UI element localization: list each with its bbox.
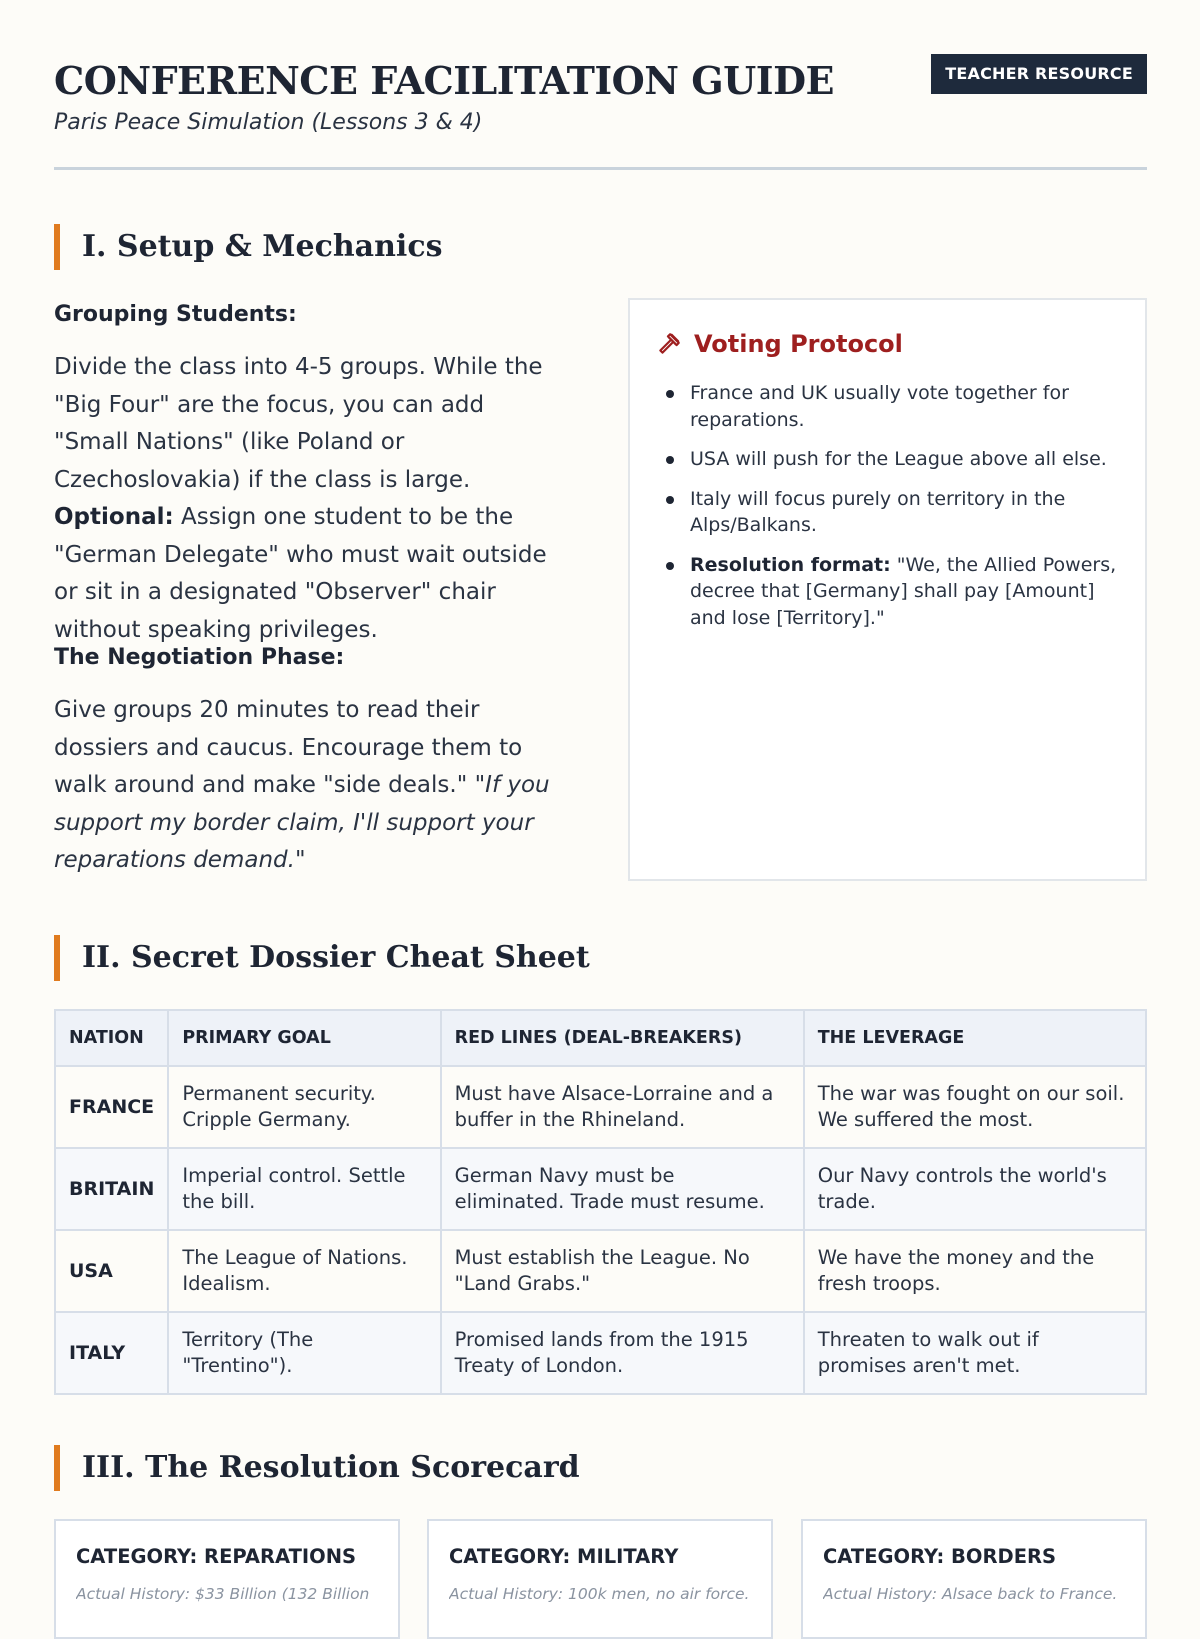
- column-header: PRIMARY GOAL: [168, 1010, 440, 1066]
- page-title: CONFERENCE FACILITATION GUIDE: [54, 58, 834, 103]
- voting-item: [656, 552, 1126, 632]
- column-header: NATION: [55, 1010, 168, 1066]
- voting-item: [656, 446, 1126, 473]
- voting-item: [656, 380, 1126, 433]
- nation-cell: ITALY: [55, 1312, 168, 1394]
- table-row: [55, 1148, 1146, 1230]
- section-heading-dossier: II. Secret Dossier Cheat Sheet: [54, 935, 590, 981]
- page-subtitle: Paris Peace Simulation (Lessons 3 & 4): [54, 110, 483, 135]
- grouping-students-label: Grouping Students:: [54, 302, 297, 327]
- card-history-note: Actual History: 100k men, no air force.: [449, 1585, 750, 1603]
- dossier-table: [54, 1009, 1147, 1395]
- goal-cell: Territory (The "Trentino").: [168, 1312, 440, 1394]
- table-row: [55, 1066, 1146, 1148]
- card-title: CATEGORY: MILITARY: [449, 1545, 679, 1568]
- card-history-note: Actual History: $33 Billion (132 Billion: [76, 1585, 370, 1603]
- resolution-format-label: Resolution format:: [690, 553, 891, 576]
- voting-item-text: USA will push for the League above all else.: [690, 448, 1107, 470]
- leverage-cell: Threaten to walk out if promises aren't met.: [804, 1312, 1146, 1394]
- column-header: RED LINES (DEAL-BREAKERS): [441, 1010, 804, 1066]
- grouping-text-before: Divide the class into 4-5 groups. While the "Big Four" are the focus, you can add "Small Nations" (like Poland or Czechoslovakia) if the class is large.: [54, 354, 543, 493]
- section-heading-scorecard: III. The Resolution Scorecard: [54, 1445, 580, 1491]
- scorecard-card-borders: [801, 1519, 1147, 1639]
- voting-protocol-box: [628, 298, 1147, 881]
- leverage-cell: The war was fought on our soil. We suffered the most.: [804, 1066, 1146, 1148]
- red-lines-cell: German Navy must be eliminated. Trade must resume.: [441, 1148, 804, 1230]
- goal-cell: Permanent security. Cripple Germany.: [168, 1066, 440, 1148]
- goal-cell: Imperial control. Settle the bill.: [168, 1148, 440, 1230]
- red-lines-cell: Must have Alsace-Lorraine and a buffer in the Rhineland.: [441, 1066, 804, 1148]
- negotiation-text: Give groups 20 minutes to read their dossiers and caucus. Encourage them to walk around and make "side deals.": [54, 697, 523, 798]
- nation-cell: FRANCE: [55, 1066, 168, 1148]
- red-lines-cell: Promised lands from the 1915 Treaty of London.: [441, 1312, 804, 1394]
- scorecard-card-reparations: [54, 1519, 400, 1639]
- scorecard-card-military: [427, 1519, 773, 1639]
- leverage-cell: We have the money and the fresh troops.: [804, 1230, 1146, 1312]
- page: [54, 0, 1147, 1603]
- voting-item-text: France and UK usually vote together for reparations.: [690, 382, 1069, 431]
- goal-cell: The League of Nations. Idealism.: [168, 1230, 440, 1312]
- voting-item-text: "We, the Allied Powers, decree that [Germany] shall pay [Amount] and lose [Territory].": [690, 553, 1117, 629]
- gavel-icon: [656, 331, 682, 357]
- table-row: [55, 1312, 1146, 1394]
- voting-item: [656, 486, 1126, 539]
- negotiation-quote: "If you support my border claim, I'll support your reparations demand.": [54, 772, 550, 873]
- table-header-row: [55, 1010, 1146, 1066]
- table-row: [55, 1230, 1146, 1312]
- teacher-resource-badge: TEACHER RESOURCE: [931, 54, 1147, 94]
- voting-protocol-title: [656, 330, 903, 358]
- negotiation-phase-text: [54, 692, 564, 880]
- voting-protocol-list: [656, 380, 1126, 644]
- voting-protocol-title-text: Voting Protocol: [694, 330, 903, 358]
- card-history-note: Actual History: Alsace back to France.: [823, 1585, 1118, 1603]
- section-heading-setup: I. Setup & Mechanics: [54, 224, 442, 270]
- negotiation-phase-label: The Negotiation Phase:: [54, 645, 345, 670]
- voting-item-text: Italy will focus purely on territory in the Alps/Balkans.: [690, 487, 1066, 536]
- grouping-students-text: [54, 349, 564, 649]
- card-title: CATEGORY: BORDERS: [823, 1545, 1057, 1568]
- grouping-optional-label: Optional:: [54, 504, 174, 530]
- card-title: CATEGORY: REPARATIONS: [76, 1545, 357, 1568]
- red-lines-cell: Must establish the League. No "Land Grabs.": [441, 1230, 804, 1312]
- grouping-text-after: Assign one student to be the "German Delegate" who must wait outside or sit in a designated "Observer" chair without speaking privileges.: [54, 504, 547, 643]
- leverage-cell: Our Navy controls the world's trade.: [804, 1148, 1146, 1230]
- nation-cell: USA: [55, 1230, 168, 1312]
- nation-cell: BRITAIN: [55, 1148, 168, 1230]
- page-header: [54, 0, 1147, 170]
- column-header: THE LEVERAGE: [804, 1010, 1146, 1066]
